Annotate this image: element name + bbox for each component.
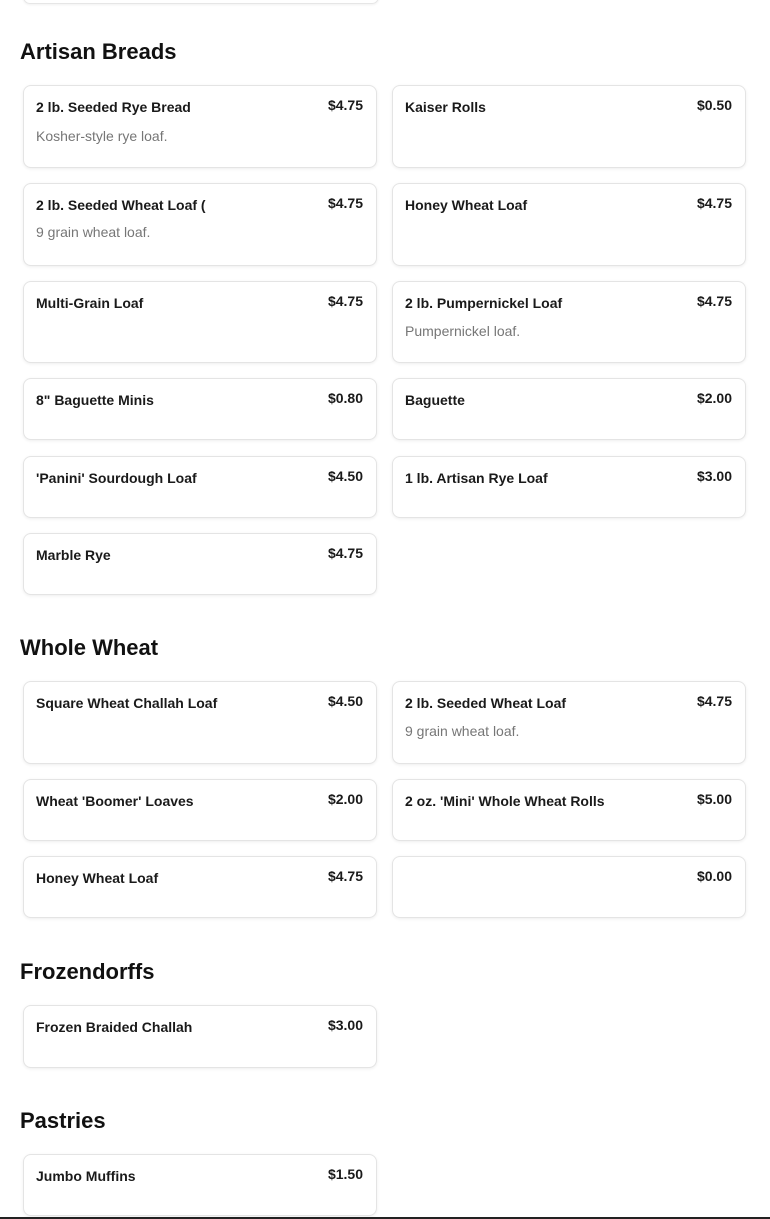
menu-item-card[interactable] [23, 183, 377, 266]
item-name: 2 lb. Seeded Wheat Loaf [405, 695, 567, 711]
menu-item-card[interactable] [23, 456, 377, 518]
menu-item-card[interactable] [392, 856, 746, 918]
item-price: $3.00 [696, 468, 732, 484]
menu-item-card[interactable] [23, 533, 377, 595]
item-name: Marble Rye [36, 547, 111, 563]
item-name: 8" Baguette Minis [36, 392, 154, 408]
item-name: Multi-Grain Loaf [36, 295, 144, 311]
item-name: 'Panini' Sourdough Loaf [36, 470, 197, 486]
menu-item-card[interactable] [392, 183, 746, 266]
item-name: Frozen Braided Challah [36, 1019, 193, 1035]
item-description: Kosher-style rye loaf. [36, 128, 168, 144]
menu-item-card[interactable] [392, 456, 746, 518]
item-name: Kaiser Rolls [405, 99, 486, 115]
item-name: Honey Wheat Loaf [36, 870, 159, 886]
section-title-frozendorffs: Frozendorffs [20, 959, 155, 984]
menu-item-card[interactable] [23, 681, 377, 764]
menu-item-card[interactable] [23, 281, 377, 363]
item-name: Honey Wheat Loaf [405, 197, 528, 213]
item-price: $0.80 [327, 390, 363, 406]
menu-item-card[interactable] [23, 1005, 377, 1068]
item-price: $4.75 [696, 195, 732, 211]
item-price: $4.50 [327, 468, 363, 484]
menu-item-card[interactable] [392, 779, 746, 841]
item-price: $4.75 [327, 868, 363, 884]
item-description: 9 grain wheat loaf. [36, 224, 151, 240]
item-price: $4.75 [327, 97, 363, 113]
item-name: Baguette [405, 392, 465, 408]
item-description: 9 grain wheat loaf. [405, 723, 520, 739]
item-name: Jumbo Muffins [36, 1168, 136, 1184]
menu-item-card[interactable] [23, 779, 377, 841]
item-name: 2 lb. Seeded Wheat Loaf ( [36, 197, 206, 213]
item-name: 2 oz. 'Mini' Whole Wheat Rolls [405, 793, 605, 809]
menu-item-card[interactable] [392, 378, 746, 440]
menu-item-card[interactable] [23, 85, 377, 168]
item-price: $0.00 [696, 868, 732, 884]
item-name: 1 lb. Artisan Rye Loaf [405, 470, 548, 486]
item-price: $3.00 [327, 1017, 363, 1033]
item-price: $4.75 [327, 195, 363, 211]
menu-item-card[interactable] [392, 681, 746, 764]
item-name: Square Wheat Challah Loaf [36, 695, 218, 711]
section-title-whole-wheat: Whole Wheat [20, 635, 159, 660]
item-price: $4.75 [327, 293, 363, 309]
item-name: Wheat 'Boomer' Loaves [36, 793, 194, 809]
item-price: $2.00 [327, 791, 363, 807]
item-description: Pumpernickel loaf. [405, 323, 521, 339]
item-price: $4.75 [696, 293, 732, 309]
item-price: $5.00 [696, 791, 732, 807]
item-price: $4.75 [327, 545, 363, 561]
menu-item-card[interactable] [23, 856, 377, 918]
item-price: $1.50 [327, 1166, 363, 1182]
item-price: $2.00 [696, 390, 732, 406]
previous-card-edge [23, 0, 379, 4]
item-name: 2 lb. Seeded Rye Bread [36, 99, 191, 115]
item-price: $4.75 [696, 693, 732, 709]
item-price: $4.50 [327, 693, 363, 709]
section-title-artisan-breads: Artisan Breads [20, 39, 177, 64]
menu-item-card[interactable] [392, 281, 746, 363]
item-price: $0.50 [696, 97, 732, 113]
item-name: 2 lb. Pumpernickel Loaf [405, 295, 563, 311]
menu-item-card[interactable] [23, 378, 377, 440]
menu-item-card[interactable] [392, 85, 746, 168]
menu-item-card[interactable] [23, 1154, 377, 1216]
section-title-pastries: Pastries [20, 1108, 106, 1133]
